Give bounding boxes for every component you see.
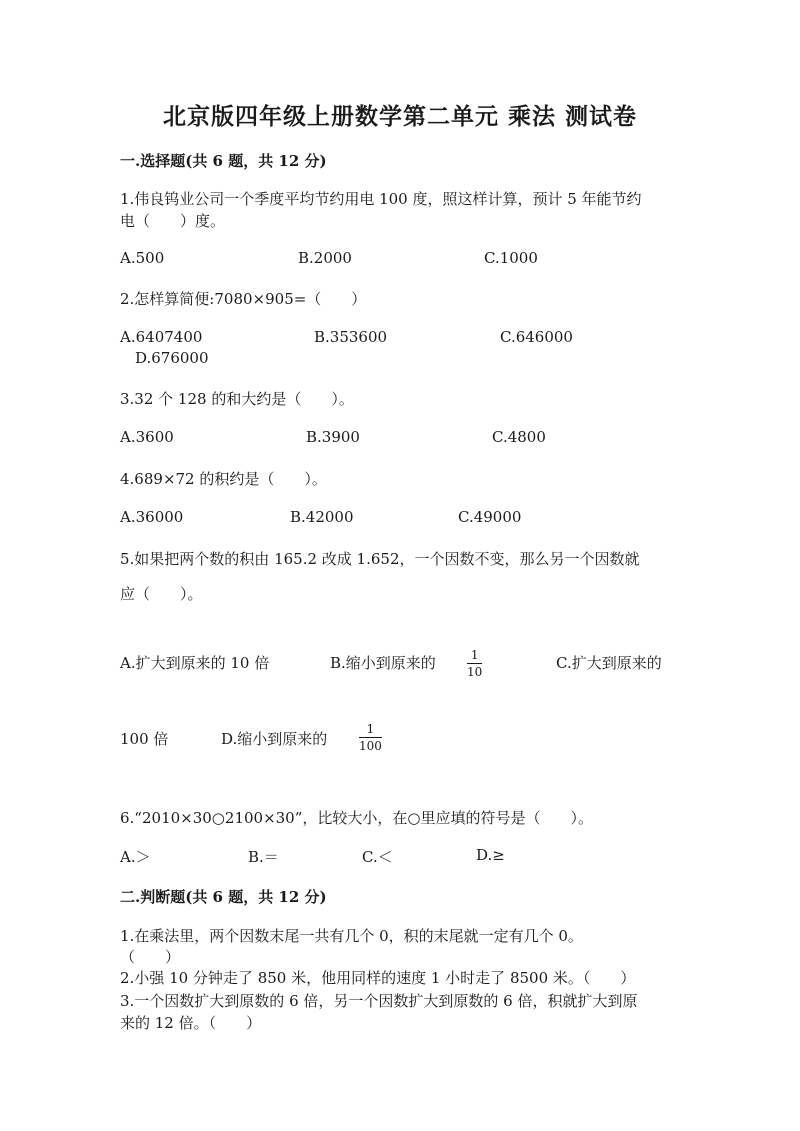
question-5-option-a: A.扩大到原来的 10 倍 bbox=[120, 654, 270, 672]
question-2-option-d: D.676000 bbox=[135, 349, 209, 367]
question-1-option-b: B.2000 bbox=[298, 249, 352, 267]
question-5-option-d: D.缩小到原来的 bbox=[221, 730, 328, 748]
fraction-one-tenth bbox=[467, 648, 482, 679]
question-6-option-a: A.＞ bbox=[120, 848, 151, 866]
fraction-denominator: 100 bbox=[359, 739, 382, 753]
fraction-one-hundredth bbox=[359, 722, 382, 753]
question-2-option-b: B.353600 bbox=[314, 328, 388, 346]
question-6-line-1: 6.“2010×30○2100×30”，比较大小，在○里应填的符号是（ ）。 bbox=[120, 809, 593, 827]
question-2-option-c: C.646000 bbox=[500, 328, 573, 346]
judgement-1-line-2: （ ） bbox=[120, 948, 181, 966]
fraction-denominator: 10 bbox=[467, 665, 483, 679]
question-1-option-a: A.500 bbox=[120, 249, 165, 267]
question-1-option-c: C.1000 bbox=[484, 249, 538, 267]
judgement-2-line-1: 2.小强 10 分钟走了 850 米，他用同样的速度 1 小时走了 8500 米。（ ） bbox=[120, 969, 636, 987]
question-5-option-c-continued: 100 倍 bbox=[120, 730, 169, 748]
question-4-option-a: A.36000 bbox=[120, 508, 184, 526]
question-5-line-2: 应（ ）。 bbox=[120, 585, 203, 603]
question-4-option-c: C.49000 bbox=[458, 508, 522, 526]
question-5-line-1: 5.如果把两个数的积由 165.2 改成 1.652，一个因数不变，那么另一个因数就 bbox=[120, 550, 640, 568]
fraction-numerator: 1 bbox=[470, 648, 479, 662]
question-1-line-1: 1.伟良钨业公司一个季度平均节约用电 100 度，照这样计算，预计 5 年能节约 bbox=[120, 190, 642, 208]
question-2-option-a: A.6407400 bbox=[120, 328, 203, 346]
question-4-option-b: B.42000 bbox=[290, 508, 354, 526]
question-3-option-a: A.3600 bbox=[120, 428, 174, 446]
question-4-line-1: 4.689×72 的积约是（ ）。 bbox=[120, 470, 327, 488]
question-5-option-b: B.缩小到原来的 bbox=[330, 654, 436, 672]
question-3-option-b: B.3900 bbox=[306, 428, 360, 446]
judgement-3-line-2: 来的 12 倍。（ ） bbox=[120, 1014, 262, 1032]
page-title: 北京版四年级上册数学第二单元 乘法 测试卷 bbox=[162, 103, 637, 130]
question-5-option-c: C.扩大到原来的 bbox=[556, 654, 662, 672]
question-1-line-2: 电（ ）度。 bbox=[120, 212, 226, 230]
judgement-3-line-1: 3.一个因数扩大到原数的 6 倍，另一个因数扩大到原数的 6 倍，积就扩大到原 bbox=[120, 992, 638, 1010]
question-2-line-1: 2.怎样算简便:7080×905=（ ） bbox=[120, 290, 367, 308]
question-6-option-d: D.≥ bbox=[476, 846, 505, 864]
section-heading-choice: 一.选择题(共 6 题，共 12 分) bbox=[120, 152, 327, 170]
fraction-numerator: 1 bbox=[366, 722, 375, 736]
fraction-bar bbox=[467, 663, 482, 664]
fraction-bar bbox=[359, 737, 382, 738]
question-3-option-c: C.4800 bbox=[492, 428, 546, 446]
question-6-option-b: B.＝ bbox=[248, 848, 279, 866]
section-heading-judgement: 二.判断题(共 6 题，共 12 分) bbox=[120, 888, 327, 906]
question-3-line-1: 3.32 个 128 的和大约是（ ）。 bbox=[120, 390, 354, 408]
judgement-1-line-1: 1.在乘法里，两个因数末尾一共有几个 0，积的末尾就一定有几个 0。 bbox=[120, 927, 583, 945]
question-6-option-c: C.＜ bbox=[362, 848, 393, 866]
